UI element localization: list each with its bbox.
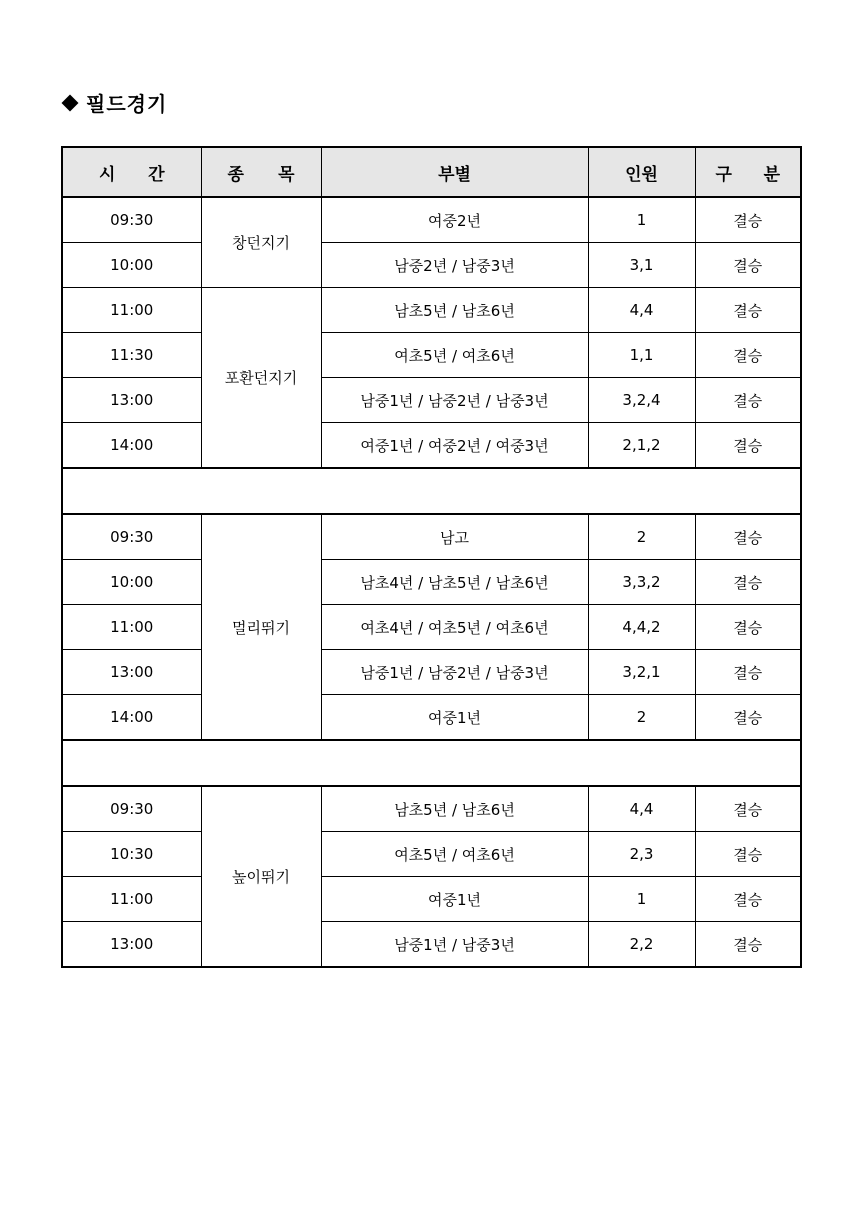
division-cell: 여중1년: [321, 695, 588, 741]
separator-cell: [62, 740, 801, 786]
header-division: 부별: [321, 147, 588, 197]
type-cell: 결승: [695, 832, 801, 877]
type-cell: 결승: [695, 378, 801, 423]
header-type: 구 분: [695, 147, 801, 197]
division-cell: 남중1년 / 남중3년: [321, 922, 588, 968]
header-event: 종 목: [201, 147, 321, 197]
time-cell: 10:00: [62, 243, 201, 288]
time-cell: 11:30: [62, 333, 201, 378]
separator-row: [62, 740, 801, 786]
separator-cell: [62, 468, 801, 514]
count-cell: 4,4,2: [588, 605, 695, 650]
table-row: [62, 695, 801, 741]
count-cell: 4,4: [588, 288, 695, 333]
table-row: [62, 333, 801, 378]
table-row: [62, 786, 801, 832]
division-cell: 여중2년: [321, 197, 588, 243]
type-cell: 결승: [695, 514, 801, 560]
time-cell: 09:30: [62, 786, 201, 832]
field-events-schedule-table: [61, 146, 802, 968]
count-cell: 3,3,2: [588, 560, 695, 605]
table-header-row: [62, 147, 801, 197]
type-cell: 결승: [695, 243, 801, 288]
count-cell: 1: [588, 197, 695, 243]
division-cell: 여중1년 / 여중2년 / 여중3년: [321, 423, 588, 469]
count-cell: 3,1: [588, 243, 695, 288]
time-cell: 09:30: [62, 197, 201, 243]
separator-row: [62, 468, 801, 514]
type-cell: 결승: [695, 560, 801, 605]
division-cell: 남중2년 / 남중3년: [321, 243, 588, 288]
type-cell: 결승: [695, 695, 801, 741]
table-body: [62, 197, 801, 967]
table-row: [62, 514, 801, 560]
table-row: [62, 423, 801, 469]
event-cell: 포환던지기: [201, 288, 321, 469]
type-cell: 결승: [695, 197, 801, 243]
section-title: 필드경기: [86, 92, 168, 116]
time-cell: 11:00: [62, 877, 201, 922]
count-cell: 2,1,2: [588, 423, 695, 469]
type-cell: 결승: [695, 922, 801, 968]
table-row: [62, 605, 801, 650]
division-cell: 여초5년 / 여초6년: [321, 333, 588, 378]
division-cell: 남초5년 / 남초6년: [321, 288, 588, 333]
count-cell: 2,3: [588, 832, 695, 877]
type-cell: 결승: [695, 786, 801, 832]
header-count: 인원: [588, 147, 695, 197]
time-cell: 13:00: [62, 378, 201, 423]
table-row: [62, 922, 801, 968]
time-cell: 11:00: [62, 288, 201, 333]
time-cell: 13:00: [62, 650, 201, 695]
type-cell: 결승: [695, 423, 801, 469]
division-cell: 남중1년 / 남중2년 / 남중3년: [321, 378, 588, 423]
type-cell: 결승: [695, 288, 801, 333]
type-cell: 결승: [695, 333, 801, 378]
table-row: [62, 650, 801, 695]
table-row: [62, 877, 801, 922]
division-cell: 남중1년 / 남중2년 / 남중3년: [321, 650, 588, 695]
time-cell: 10:30: [62, 832, 201, 877]
division-cell: 남초5년 / 남초6년: [321, 786, 588, 832]
time-cell: 13:00: [62, 922, 201, 968]
division-cell: 여초5년 / 여초6년: [321, 832, 588, 877]
time-cell: 11:00: [62, 605, 201, 650]
time-cell: 14:00: [62, 695, 201, 741]
event-cell: 높이뛰기: [201, 786, 321, 967]
division-cell: 남고: [321, 514, 588, 560]
diamond-bullet-icon: [62, 94, 79, 111]
count-cell: 1,1: [588, 333, 695, 378]
table-row: [62, 197, 801, 243]
division-cell: 여초4년 / 여초5년 / 여초6년: [321, 605, 588, 650]
time-cell: 09:30: [62, 514, 201, 560]
count-cell: 1: [588, 877, 695, 922]
table-row: [62, 560, 801, 605]
count-cell: 2,2: [588, 922, 695, 968]
time-cell: 10:00: [62, 560, 201, 605]
table-row: [62, 288, 801, 333]
division-cell: 남초4년 / 남초5년 / 남초6년: [321, 560, 588, 605]
type-cell: 결승: [695, 605, 801, 650]
type-cell: 결승: [695, 877, 801, 922]
header-time: 시 간: [62, 147, 201, 197]
time-cell: 14:00: [62, 423, 201, 469]
table-row: [62, 378, 801, 423]
event-cell: 멀리뛰기: [201, 514, 321, 740]
count-cell: 3,2,4: [588, 378, 695, 423]
count-cell: 2: [588, 695, 695, 741]
table-row: [62, 832, 801, 877]
section-heading: [60, 88, 167, 117]
count-cell: 3,2,1: [588, 650, 695, 695]
table-row: [62, 243, 801, 288]
division-cell: 여중1년: [321, 877, 588, 922]
type-cell: 결승: [695, 650, 801, 695]
count-cell: 4,4: [588, 786, 695, 832]
event-cell: 창던지기: [201, 197, 321, 288]
count-cell: 2: [588, 514, 695, 560]
